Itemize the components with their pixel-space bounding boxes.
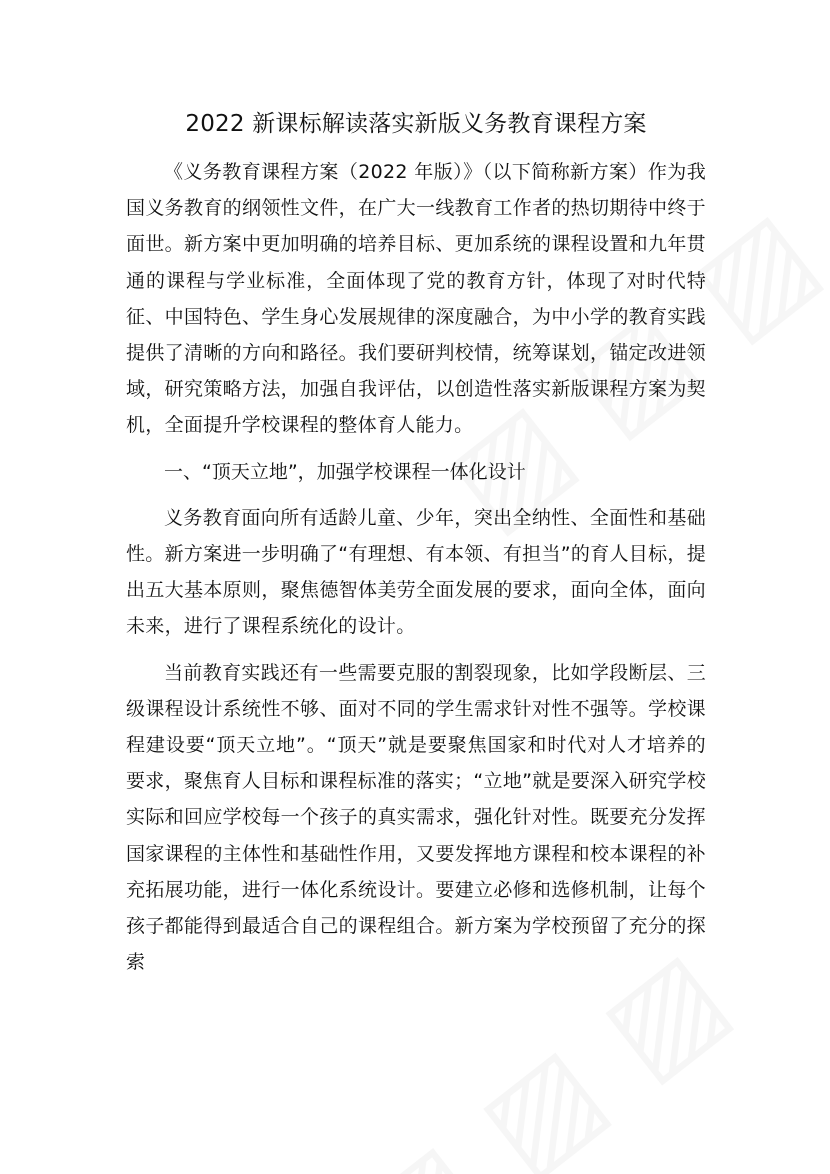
page-title: 2022 新课标解读落实新版义务教育课程方案 xyxy=(185,111,647,137)
section-paragraph: 义务教育面向所有适龄儿童、少年，突出全纳性、全面性和基础性。新方案进一步明确了“有理想、有本领、有担当”的育人目标，提出五大基本原则，聚焦德智体美劳全面发展的要求，面向全体，面向未来，进行了课程系统化的设计。 xyxy=(126,506,706,638)
section-paragraph: 当前教育实践还有一些需要克服的割裂现象，比如学段断层、三级课程设计系统性不够、面对不同的学生需求针对性不强等。学校课程建设要“顶天立地”。“顶天”就是要聚焦国家和时代对人才培养的要求，聚焦育人目标和课程标准的落实；“立地”就是要深入研究学校实际和回应学校每一个孩子的真实需求，强化针对性。既要充分发挥国家课程的主体性和基础性作用，又要发挥地方课程和校本课程的补充拓展功能，进行一体化系统设计。要建立必修和选修机制，让每个孩子都能得到最适合自己的课程组合。新方案为学校预留了充分的探索 xyxy=(126,661,706,974)
document-body xyxy=(126,104,706,980)
section-heading: 一、“顶天立地”，加强学校课程一体化设计 xyxy=(164,460,526,483)
intro-paragraph: 《义务教育课程方案（2022 年版）》（以下简称新方案）作为我国义务教育的纲领性文件，在广大一线教育工作者的热切期待中终于面世。新方案中更加明确的培养目标、更加系统的课程设置和九年贯通的课程与学业标准，全面体现了党的教育方针，体现了对时代特征、中国特色、学生身心发展规律的深度融合，为中小学的教育实践提供了清晰的方向和路径。我们要研判校情，统筹谋划，锚定改进领域，研究策略方法，加强自我评估，以创造性落实新版课程方案为契机，全面提升学校课程的整体育人能力。 xyxy=(126,161,706,437)
